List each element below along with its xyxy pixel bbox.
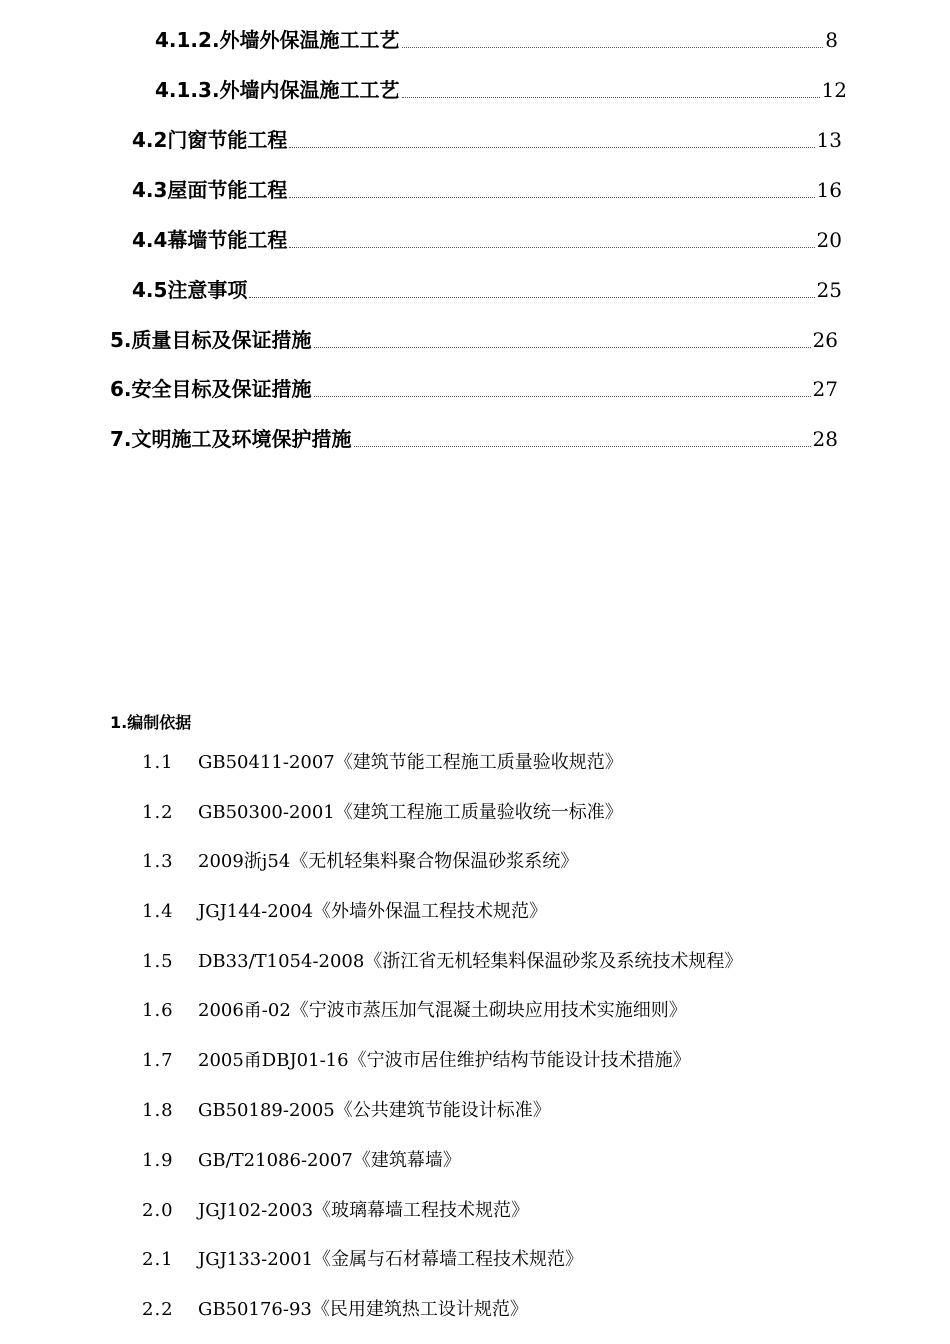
reference-number: 1.2 — [142, 802, 174, 823]
toc-entry-title: 4.1.2.外墙外保温施工工艺 — [155, 28, 400, 52]
reference-item — [142, 1146, 461, 1172]
toc-entry-page: 25 — [816, 278, 842, 302]
toc-entry-page: 12 — [821, 78, 847, 102]
reference-text: GB/T21086-2007《建筑幕墙》 — [198, 1150, 461, 1171]
toc-entry-title: 4.5注意事项 — [132, 278, 248, 302]
reference-number: 2.1 — [142, 1249, 174, 1270]
reference-item — [142, 996, 687, 1022]
toc-leader-dots — [354, 446, 811, 447]
reference-item — [142, 947, 742, 973]
reference-item — [142, 1245, 583, 1271]
reference-text: 2009浙j54《无机轻集料聚合物保温砂浆系统》 — [198, 851, 579, 872]
reference-number: 1.4 — [142, 901, 174, 922]
toc-entry-title: 4.3屋面节能工程 — [132, 178, 288, 202]
toc-entry-title: 4.1.3.外墙内保温施工工艺 — [155, 78, 400, 102]
toc-entry[interactable] — [110, 421, 838, 451]
toc-leader-dots — [289, 247, 814, 248]
reference-number: 1.1 — [142, 752, 174, 773]
toc-leader-dots — [402, 47, 824, 48]
toc-entry-page: 20 — [816, 228, 842, 252]
reference-number: 2.2 — [142, 1299, 174, 1320]
reference-text: GB50411-2007《建筑节能工程施工质量验收规范》 — [198, 752, 623, 773]
toc-leader-dots — [402, 97, 820, 98]
toc-entry-title: 5.质量目标及保证措施 — [110, 328, 312, 352]
toc-entry[interactable] — [132, 222, 842, 252]
toc-entry[interactable] — [132, 272, 842, 302]
section-heading: 1.编制依据 — [110, 713, 192, 732]
toc-entry-page: 27 — [812, 377, 838, 401]
reference-text: JGJ133-2001《金属与石材幕墙工程技术规范》 — [198, 1249, 584, 1270]
reference-text: 2006甬-02《宁波市蒸压加气混凝土砌块应用技术实施细则》 — [198, 1000, 687, 1021]
toc-entry-page: 26 — [812, 328, 838, 352]
reference-text: GB50189-2005《公共建筑节能设计标准》 — [198, 1100, 551, 1121]
reference-item — [142, 1295, 528, 1321]
reference-number: 1.5 — [142, 951, 174, 972]
reference-item — [142, 897, 547, 923]
toc-entry-page: 16 — [816, 178, 842, 202]
reference-item — [142, 1046, 691, 1072]
reference-number: 1.9 — [142, 1150, 174, 1171]
reference-text: GB50176-93《民用建筑热工设计规范》 — [198, 1299, 528, 1320]
reference-item — [142, 1096, 551, 1122]
toc-entry-title: 4.4幕墙节能工程 — [132, 228, 288, 252]
reference-number: 1.3 — [142, 851, 174, 872]
toc-entry[interactable] — [110, 371, 838, 401]
reference-text: 2005甬DBJ01-16《宁波市居住维护结构节能设计技术措施》 — [198, 1050, 691, 1071]
toc-entry-page: 28 — [812, 427, 838, 451]
reference-number: 1.8 — [142, 1100, 174, 1121]
reference-number: 1.6 — [142, 1000, 174, 1021]
toc-entry[interactable] — [132, 172, 842, 202]
toc-entry[interactable] — [155, 22, 838, 52]
toc-entry-title: 4.2门窗节能工程 — [132, 128, 288, 152]
reference-text: DB33/T1054-2008《浙江省无机轻集料保温砂浆及系统技术规程》 — [198, 951, 743, 972]
reference-text: JGJ102-2003《玻璃幕墙工程技术规范》 — [198, 1200, 530, 1221]
toc-leader-dots — [289, 197, 814, 198]
toc-leader-dots — [314, 347, 811, 348]
toc-entry[interactable] — [155, 72, 847, 102]
toc-leader-dots — [289, 147, 814, 148]
toc-entry[interactable] — [132, 122, 842, 152]
toc-leader-dots — [314, 396, 811, 397]
toc-entry-title: 6.安全目标及保证措施 — [110, 377, 312, 401]
reference-item — [142, 798, 623, 824]
toc-entry-page: 8 — [825, 28, 838, 52]
reference-text: JGJ144-2004《外墙外保温工程技术规范》 — [198, 901, 548, 922]
toc-entry[interactable] — [110, 322, 838, 352]
toc-entry-title: 7.文明施工及环境保护措施 — [110, 427, 352, 451]
reference-item — [142, 748, 623, 774]
reference-text: GB50300-2001《建筑工程施工质量验收统一标准》 — [198, 802, 623, 823]
toc-entry-page: 13 — [816, 128, 842, 152]
reference-number: 1.7 — [142, 1050, 174, 1071]
reference-item — [142, 1196, 529, 1222]
reference-number: 2.0 — [142, 1200, 174, 1221]
reference-item — [142, 847, 578, 873]
toc-leader-dots — [249, 297, 814, 298]
